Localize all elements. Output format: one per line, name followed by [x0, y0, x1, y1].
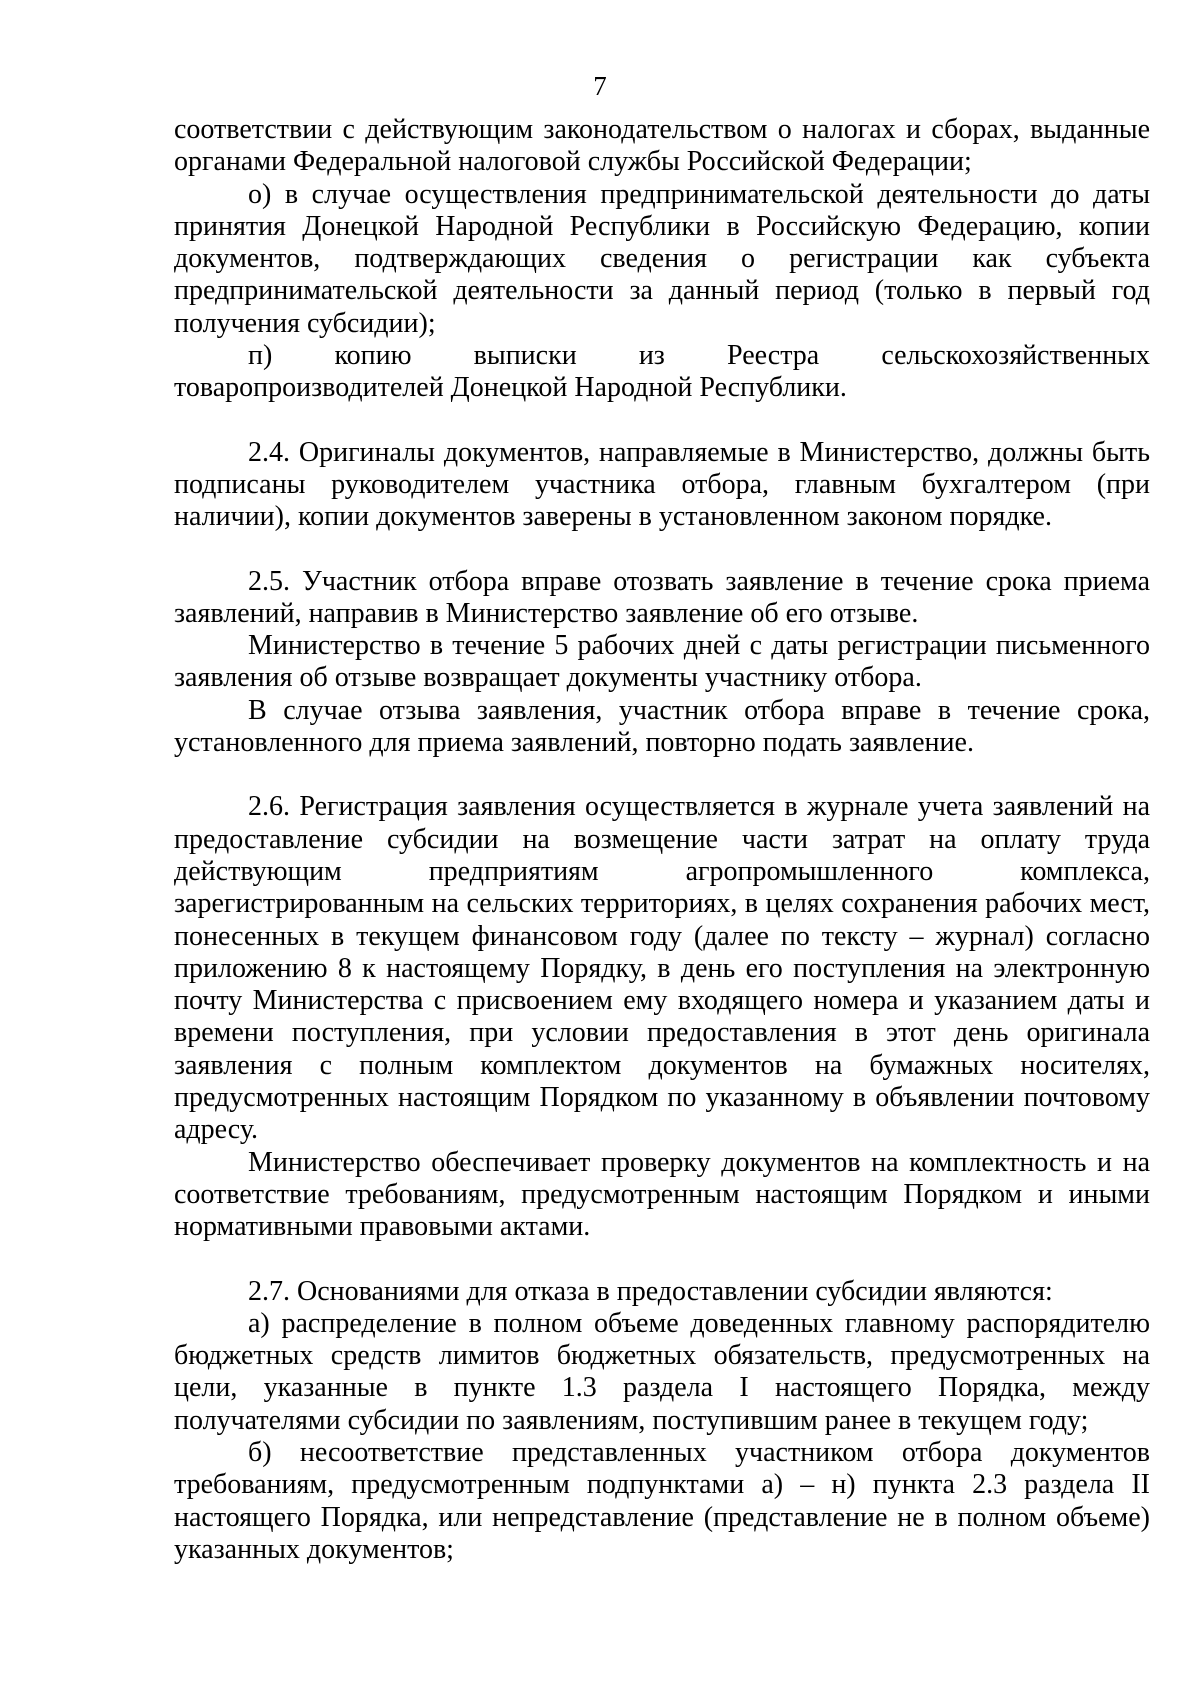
paragraph-2-6: 2.6. Регистрация заявления осуществляется в журнале учета заявлений на предоставление субсидии на возмещение части затрат на оплату труда действующим предприятиям агропромышленного комплекса, зарегистрированным на сельских территориях, в целях сохранения рабочих мест, понесенных в текущем финансовом году (далее по тексту – журнал) согласно приложению 8 к настоящему Порядку, в день его поступления на электронную почту Министерства с присвоением ему входящего номера и указанием даты и времени поступления, при условии предоставления в этот день оригинала заявления с полным комплектом документов на бумажных носителях, предусмотренных настоящим Порядком по указанному в объявлении почтовому адресу.	[174, 791, 1150, 1146]
paragraph-2-7-item-b: б) несоответствие представленных участником отбора документов требованиям, предусмотренным подпунктами а) – н) пункта 2.3 раздела II настоящего Порядка, или непредставление (представление не в полном объеме) указанных документов;	[174, 1436, 1150, 1565]
paragraph-2-5-ministry: Министерство в течение 5 рабочих дней с даты регистрации письменного заявления об отзыве возвращает документы участнику отбора.	[174, 630, 1150, 694]
paragraph-2-4: 2.4. Оригиналы документов, направляемые в Министерство, должны быть подписаны руководителем участника отбора, главным бухгалтером (при наличии), копии документов заверены в установленном законом порядке.	[174, 436, 1150, 533]
paragraph-2-5: 2.5. Участник отбора вправе отозвать заявление в течение срока приема заявлений, направив в Министерство заявление об его отзыве.	[174, 565, 1150, 629]
paragraph-item-p: п) копию выписки из Реестра сельскохозяйственных товаропроизводителей Донецкой Народной Республики.	[174, 340, 1150, 404]
paragraph-continuation: соответствии с действующим законодательством о налогах и сборах, выданные органами Федеральной налоговой службы Российской Федерации;	[174, 114, 1150, 178]
page-number: 7	[593, 71, 607, 101]
paragraph-item-o: о) в случае осуществления предпринимательской деятельности до даты принятия Донецкой Народной Республики в Российскую Федерацию, копии документов, подтверждающих сведения о регистрации как субъекта предпринимательской деятельности за данный период (только в первый год получения субсидии);	[174, 178, 1150, 339]
paragraph-2-7: 2.7. Основаниями для отказа в предоставлении субсидии являются:	[248, 1275, 1053, 1307]
paragraph-2-7-item-a: а) распределение в полном объеме доведенных главному распорядителю бюджетных средств лимитов бюджетных обязательств, предусмотренных на цели, указанные в пункте 1.3 раздела I настоящего Порядка, между получателями субсидии по заявлениям, поступившим ранее в текущем году;	[174, 1307, 1150, 1436]
paragraph-2-5-withdrawal: В случае отзыва заявления, участник отбора вправе в течение срока, установленного для приема заявлений, повторно подать заявление.	[174, 694, 1150, 759]
paragraph-2-6-check: Министерство обеспечивает проверку документов на комплектность и на соответствие требованиям, предусмотренным настоящим Порядком и иными нормативными правовыми актами.	[174, 1146, 1150, 1243]
document-body	[174, 114, 1150, 1566]
